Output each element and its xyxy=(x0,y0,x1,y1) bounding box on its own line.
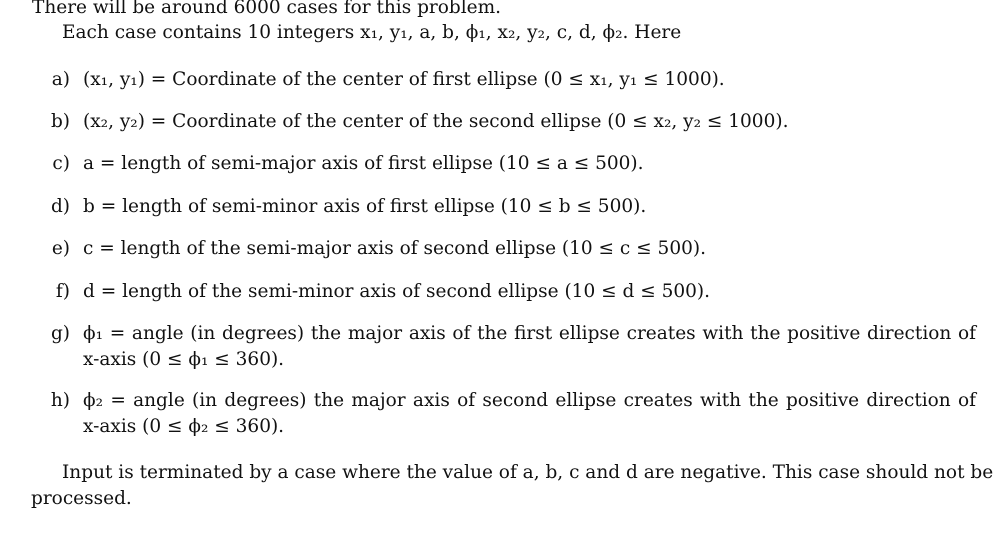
item-marker-f: f) xyxy=(55,281,70,302)
item-text-b: (x₂, y₂) = Coordinate of the center of the second ellipse (0 ≤ x₂, y₂ ≤ 1000). xyxy=(83,111,789,132)
item-text-d: b = length of semi-minor axis of first ellipse (10 ≤ b ≤ 500). xyxy=(83,196,647,217)
item-marker-a: a) xyxy=(51,69,70,90)
item-text-e: c = length of the semi-major axis of second ellipse (10 ≤ c ≤ 500). xyxy=(83,238,706,259)
outro-line-1: Input is terminated by a case where the value of a, b, c and d are negative. This case should not be xyxy=(62,462,994,483)
item-text-f: d = length of the semi-minor axis of second ellipse (10 ≤ d ≤ 500). xyxy=(83,281,710,302)
item-marker-c: c) xyxy=(52,153,70,174)
item-text-c: a = length of semi-major axis of first ellipse (10 ≤ a ≤ 500). xyxy=(83,153,644,174)
outro-line-2: processed. xyxy=(31,488,132,509)
intro-line-1: There will be around 6000 cases for this problem. xyxy=(32,0,502,18)
item-text-g: ϕ₁ = angle (in degrees) the major axis of the first ellipse creates with the positive direction of xyxy=(83,323,976,344)
item-text-a: (x₁, y₁) = Coordinate of the center of first ellipse (0 ≤ x₁, y₁ ≤ 1000). xyxy=(83,69,725,90)
item-marker-b: b) xyxy=(50,111,70,132)
item-text-h: ϕ₂ = angle (in degrees) the major axis of second ellipse creates with the positive direction of xyxy=(83,390,976,411)
item-text-g-continued: x-axis (0 ≤ ϕ₁ ≤ 360). xyxy=(83,349,285,370)
item-text-h-continued: x-axis (0 ≤ ϕ₂ ≤ 360). xyxy=(83,416,285,437)
item-marker-h: h) xyxy=(50,390,70,411)
item-marker-d: d) xyxy=(50,196,70,217)
intro-line-2: Each case contains 10 integers x₁, y₁, a, b, ϕ₁, x₂, y₂, c, d, ϕ₂. Here xyxy=(62,22,682,43)
item-marker-g: g) xyxy=(50,323,70,344)
item-marker-e: e) xyxy=(51,238,70,259)
